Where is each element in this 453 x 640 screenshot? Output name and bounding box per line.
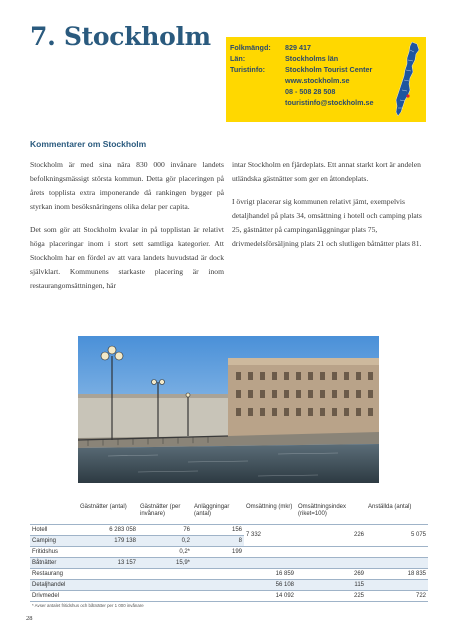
table-cell	[78, 580, 138, 591]
page-number: 28	[26, 615, 33, 622]
table-cell: 18 835	[407, 570, 426, 577]
fact-value: Stockholms län	[285, 54, 339, 63]
fact-phone: 08 - 508 28 508	[285, 87, 336, 96]
paragraph: Stockholm är med sina nära 830 000 invånare landets befolkningsmässigt största kommun. Detta gör placeringen på årets topplista extra imponerande då rankingen bygger på styrkan inom besöksnäringens olika delar per capita.	[30, 160, 224, 211]
table-cell: 6 283 058	[109, 526, 136, 533]
table-cell: 0,2	[138, 536, 192, 547]
fact-label: Folkmängd:	[230, 43, 271, 52]
page-title: 7. Stockholm	[30, 22, 211, 51]
row-label: Hotell	[32, 526, 48, 533]
row-label: Camping	[30, 536, 78, 547]
table-cell	[192, 591, 244, 602]
table-cell: 722	[415, 592, 426, 599]
row-label: Fritidshus	[32, 548, 59, 555]
table-cell	[244, 558, 296, 569]
table-header: Omsättningsindex (riket=100)	[298, 504, 347, 517]
fact-row	[230, 65, 372, 74]
stockholm-marker	[406, 94, 409, 97]
table-row	[30, 591, 428, 602]
fact-value: 829 417	[285, 43, 311, 52]
fact-label: Turistinfo:	[230, 65, 265, 74]
table-cell	[138, 569, 192, 580]
table-cell: 199	[231, 548, 242, 555]
table-header	[30, 503, 78, 525]
table-cell	[296, 547, 366, 558]
sweden-map-icon	[392, 40, 422, 118]
merged-cell-omsattning: 7 332	[246, 532, 262, 538]
left-column	[30, 158, 224, 302]
table-row	[30, 558, 428, 569]
table-row	[30, 547, 428, 558]
fact-box	[226, 37, 426, 122]
table-cell	[296, 558, 366, 569]
table-cell: 16 859	[275, 570, 294, 577]
table-row	[30, 525, 428, 536]
table-cell: 13 157	[78, 558, 138, 569]
table-cell: 0,2*	[179, 548, 190, 555]
table-cell	[366, 547, 428, 558]
table-header: Gästnätter (per invånare)	[140, 504, 181, 517]
merged-cell-anstallda: 5 075	[410, 532, 426, 538]
merged-cell-index: 226	[353, 532, 364, 538]
table-header: Anläggningar (antal)	[194, 504, 230, 517]
table-cell: 269	[353, 570, 364, 577]
table-cell: 156	[231, 526, 242, 533]
table-cell	[138, 591, 192, 602]
paragraph: Det som gör att Stockholm kvalar in på topplistan är relativt höga placeringar inom i stort sett samtliga kategorier. Att Stockholm har en fördel av att vara landets huvudstad är dock självklart. Kommunens starkaste placering är inom restaurangomsättningen, här	[30, 225, 224, 290]
table-cell	[366, 580, 428, 591]
table-header: Anställda (antal)	[368, 504, 412, 510]
paragraph: intar Stockholm en fjärdeplats. Ett annat starkt kort är andelen utländska gästnätter som ger en åttondeplats.	[232, 160, 421, 183]
table-cell: 225	[353, 592, 364, 599]
table-cell: 115	[296, 580, 366, 591]
table-header-row	[30, 503, 428, 525]
row-label: Restaurang	[32, 570, 64, 577]
fact-row	[230, 76, 349, 85]
statistics-table	[30, 503, 428, 602]
table-cell: 14 092	[275, 592, 294, 599]
table-cell: 56 108	[244, 580, 296, 591]
table-cell	[366, 558, 428, 569]
stockholm-photo	[78, 336, 379, 483]
table-cell	[78, 569, 138, 580]
table-row	[30, 569, 428, 580]
fact-value: Stockholm Tourist Center	[285, 65, 373, 74]
table-cell	[138, 580, 192, 591]
paragraph: I övrigt placerar sig kommunen relativt jämt, exempelvis detaljhandel på plats 34, omsättning i hotell och camping plats 25, gästnätter på campinganläggningar plats 75, drivmedelsförsäljning plats 21 och slutligen båtnätter plats 81.	[232, 197, 422, 248]
photo-image	[78, 336, 379, 483]
fact-row	[230, 54, 338, 63]
table-header: Gästnätter (antal)	[80, 504, 127, 510]
table-header: Omsättning (mkr)	[246, 504, 293, 510]
fact-email: touristinfo@stockholm.se	[285, 98, 374, 107]
table-cell: 15,9*	[138, 558, 192, 569]
row-label: Drivmedel	[32, 592, 60, 599]
table-cell	[78, 547, 138, 558]
table-cell: 179 138	[78, 536, 138, 547]
table-cell: 76	[183, 526, 190, 533]
table-cell	[192, 558, 244, 569]
table-cell	[192, 569, 244, 580]
table-cell	[78, 591, 138, 602]
table-cell	[192, 580, 244, 591]
row-label: Båtnätter	[30, 558, 78, 569]
fact-row	[230, 87, 335, 96]
table-cell: 8	[192, 536, 244, 547]
section-heading: Kommentarer om Stockholm	[30, 139, 147, 149]
fact-label: Län:	[230, 54, 246, 63]
row-label: Detaljhandel	[30, 580, 78, 591]
table-row	[30, 580, 428, 591]
fact-row	[230, 43, 311, 52]
fact-link-website: www.stockholm.se	[285, 76, 350, 85]
table-cell	[244, 547, 296, 558]
table-footnote: * Avser antalet fritidshus och båtnätter per 1 000 invånare	[32, 603, 144, 608]
right-column	[232, 158, 426, 260]
fact-row	[230, 98, 373, 107]
